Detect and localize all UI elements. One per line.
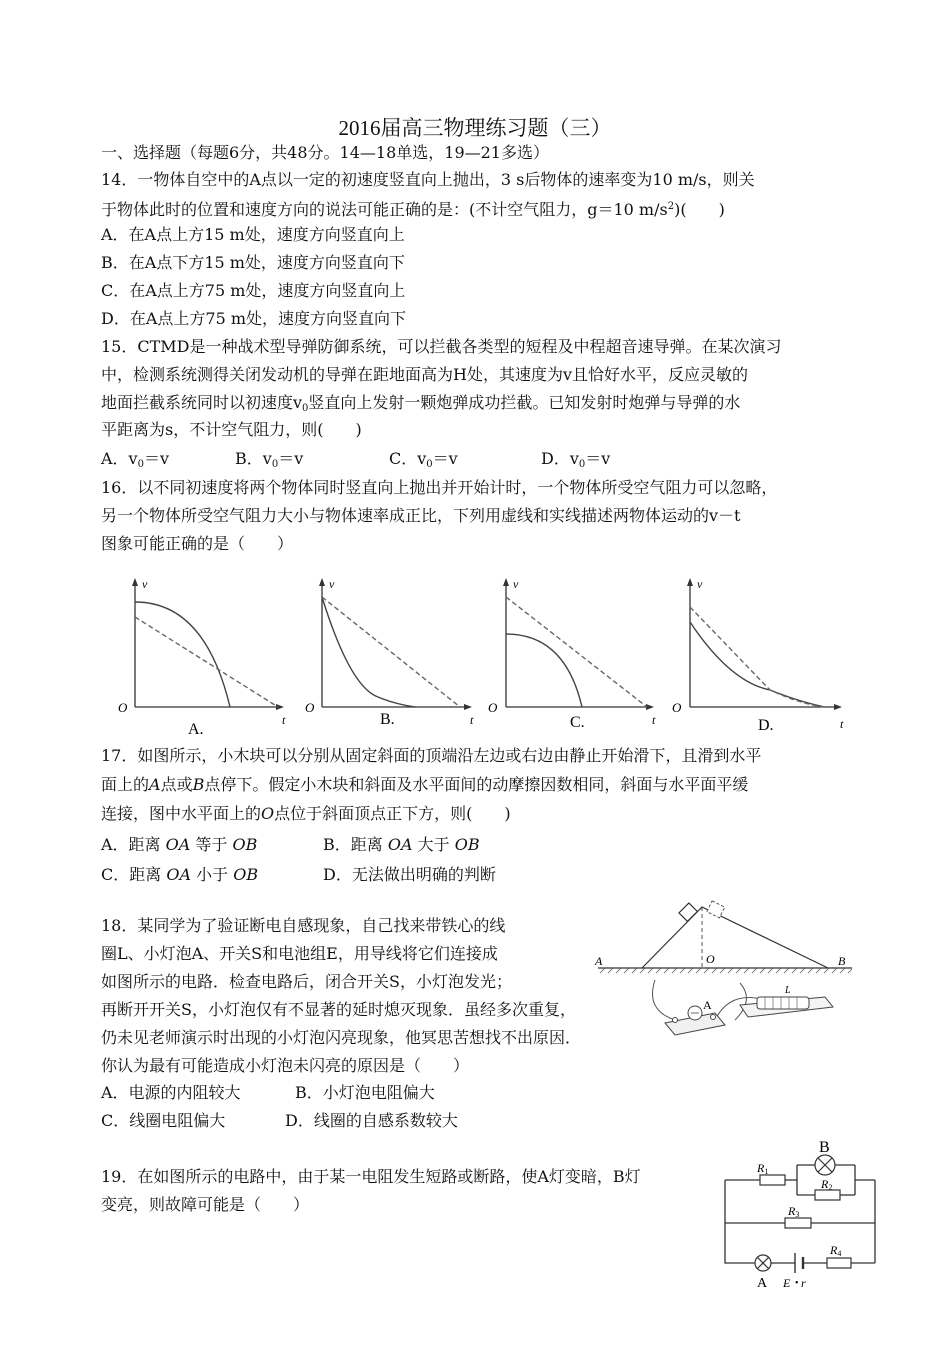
- q18-line2: 圈L、小灯泡A、开关S和电池组E，用导线将它们连接成: [101, 944, 498, 963]
- graph-d: [672, 577, 844, 734]
- resistor-r1: [760, 1175, 785, 1185]
- q17-option-a: A．距离 OA 等于 OB: [101, 835, 258, 854]
- q17-line1: 17．如图所示，小木块可以分别从固定斜面的顶端沿左边或右边由静止开始滑下，且滑到水平: [101, 746, 762, 765]
- graph-d-dashed-line: [690, 607, 825, 707]
- resistor-r3: [785, 1218, 811, 1228]
- q19-label-r4: R4: [830, 1243, 842, 1258]
- q19-label-r2: R2: [821, 1177, 833, 1192]
- q15-line2: 中，检测系统测得关闭发动机的导弹在距地面高为H处，其速度为v且恰好水平，反应灵敏的: [101, 365, 748, 384]
- q17-line3: 连接，图中水平面上的O点位于斜面顶点正下方，则( ): [101, 804, 511, 823]
- q18-line5: 仍未见老师演示时出现的小灯泡闪亮现象，他冥思苦想找不出原因．: [101, 1028, 582, 1047]
- q14-option-b: B．在A点下方15 m处，速度方向竖直向下: [101, 253, 405, 272]
- q19-label-e: E: [783, 1276, 791, 1290]
- incline-label-a: A: [595, 954, 603, 968]
- q19-line2: 变亮，则故障可能是（ ）: [101, 1195, 310, 1214]
- graph-c-axis-v: v: [513, 577, 519, 591]
- graph-a-dashed-line: [135, 617, 278, 707]
- resistor-r4: [827, 1258, 851, 1268]
- q19-label-r: r: [801, 1276, 806, 1290]
- incline-label-b: B: [838, 954, 846, 968]
- graph-d-axis-v: v: [697, 577, 703, 591]
- graph-b-origin: O: [305, 700, 315, 715]
- circuit-label-a: A: [703, 998, 712, 1012]
- q18-option-a: A．电源的内阻较大: [101, 1083, 241, 1102]
- q17-option-c: C．距离 OA 小于 OB: [101, 865, 259, 884]
- q14-option-d: D．在A点上方75 m处，速度方向竖直向下: [101, 309, 407, 328]
- block-right-dashed: [707, 901, 725, 918]
- graph-b-solid-curve: [322, 597, 415, 707]
- q19-label-a: A: [757, 1276, 768, 1291]
- q18-line6: 你认为最有可能造成小灯泡未闪亮的原因是（ ）: [101, 1056, 470, 1075]
- graph-d-origin: O: [672, 700, 682, 715]
- graph-c-axis-t: t: [652, 713, 656, 727]
- q18-line4: 再断开开关S，小灯泡仅有不显著的延时熄灭现象．虽经多次重复，: [101, 1000, 576, 1019]
- graph-a-axis-v: v: [142, 577, 148, 591]
- block-left: [679, 903, 697, 921]
- q15-option-a: A．$v_0=v$: [101, 449, 170, 470]
- q17-line2: 面上的A点或B点停下。假定小木块和斜面及水平面间的动摩擦因数相同，斜面与水平面平缓: [101, 775, 749, 794]
- graph-c-label: C.: [570, 714, 585, 731]
- graph-d-label: D.: [758, 717, 774, 734]
- q15-option-b: B．$v_0=v$: [235, 449, 304, 470]
- graph-c: [488, 577, 656, 731]
- graph-b-axis-v: v: [329, 577, 335, 591]
- q15-option-c: C．$v_0=v$: [389, 449, 458, 470]
- section-header: 一、选择题（每题6分，共48分。14—18单选，19—21多选）: [101, 143, 549, 162]
- q17-option-b: B．距离 OA 大于 OB: [323, 835, 480, 854]
- q18-line1: 18．某同学为了验证断电自感现象，自己找来带铁心的线: [101, 916, 506, 935]
- q14-option-c: C．在A点上方75 m处，速度方向竖直向上: [101, 281, 406, 300]
- graph-c-origin: O: [488, 700, 498, 715]
- q15-line1: 15．CTMD是一种战术型导弹防御系统，可以拦截各类型的短程及中程超音速导弹。在某次演习: [101, 337, 782, 356]
- q15-line4: 平距离为s，不计空气阻力，则( ): [101, 420, 362, 439]
- graph-d-axis-t: t: [840, 717, 844, 731]
- q16-line3: 图象可能正确的是（ ）: [101, 534, 294, 553]
- graph-a-label: A.: [188, 721, 204, 738]
- q19-label-r1: R1: [757, 1161, 769, 1176]
- graph-b-label: B.: [380, 711, 395, 728]
- graph-b-axis-t: t: [470, 713, 474, 727]
- graph-d-solid-curve: [690, 622, 825, 707]
- q18-line3: 如图所示的电路．检查电路后，闭合开关S，小灯泡发光；: [101, 972, 512, 991]
- circuit-label-l: L: [785, 985, 791, 996]
- q19-label-b: B: [819, 1139, 830, 1156]
- q16-vt-graphs: [110, 572, 850, 742]
- graph-c-dashed-line: [506, 597, 647, 707]
- q19-line1: 19．在如图所示的电路中，由于某一电阻发生短路或断路，使A灯变暗，B灯: [101, 1167, 641, 1186]
- graph-b: [305, 577, 474, 728]
- q18-option-d: D．线圈的自感系数较大: [285, 1111, 458, 1130]
- graph-a-axis-t: t: [282, 713, 286, 727]
- graph-a-solid-curve: [135, 602, 230, 707]
- q15-line3: 地面拦截系统同时以初速度$v_0$竖直向上发射一颗炮弹成功拦截。已知发射时炮弹与导弹的水: [101, 393, 741, 414]
- q17-incline-figure: [590, 895, 860, 980]
- q18-option-b: B．小灯泡电阻偏大: [295, 1083, 435, 1102]
- q19-label-r3: R3: [788, 1204, 800, 1219]
- graph-c-solid-curve: [506, 634, 582, 707]
- q18-circuit-figure: [645, 975, 845, 1040]
- q16-line2: 另一个物体所受空气阻力大小与物体速率成正比，下列用虚线和实线描述两物体运动的v－t: [101, 506, 741, 525]
- q19-circuit-figure: [715, 1135, 880, 1295]
- incline-outline: [642, 907, 828, 968]
- graph-a-origin: O: [118, 700, 128, 715]
- svg-text:•: •: [795, 1278, 799, 1289]
- q14-line2: 于物体此时的位置和速度方向的说法可能正确的是：(不计空气阻力，g＝10 $m/s^2$)( ): [101, 200, 725, 219]
- q15-option-d: D．$v_0=v$: [541, 449, 611, 470]
- q16-line1: 16．以不同初速度将两个物体同时竖直向上抛出并开始计时，一个物体所受空气阻力可以忽略，: [101, 478, 778, 497]
- page-title: 2016届高三物理练习题（三）: [338, 116, 612, 140]
- graph-a: [118, 577, 286, 738]
- q18-option-c: C．线圈电阻偏大: [101, 1111, 226, 1130]
- incline-label-o: O: [706, 952, 715, 966]
- q14-option-a: A．在A点上方15 m处，速度方向竖直向上: [101, 225, 405, 244]
- q14-line1: 14．一物体自空中的A点以一定的初速度竖直向上抛出，3 s后物体的速率变为10 m/s，则关: [101, 170, 755, 189]
- q17-option-d: D．无法做出明确的判断: [323, 865, 496, 884]
